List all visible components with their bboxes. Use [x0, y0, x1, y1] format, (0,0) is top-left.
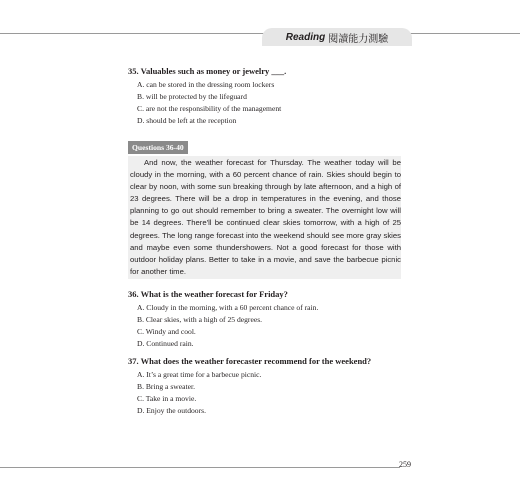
footer-rule [0, 467, 400, 468]
question-37-option-d: D. Enjoy the outdoors. [137, 405, 206, 415]
question-36-option-b: B. Clear skies, with a high of 25 degrees. [137, 314, 263, 324]
question-36-text: 36. What is the weather forecast for Friday? [128, 288, 288, 299]
reading-passage: And now, the weather forecast for Thursday. The weather today will be cloudy in the morning, with a 60 percent chance of rain. Skies should begin to clear by noon, with some sun breaking through by late afternoon, and a high of 23 degrees. There will be a drop in temperatures in the evening, and those planning to go out should remember to bring a sweater. The overnight low will be 14 degrees. There'll be continued clear skies tomorrow, with a high of 25 degrees. The long range forecast into the weekend should see more gray skies and maybe even some thundershowers. Not a good forecast for those with outdoor holiday plans. Better to take in a movie, and save the barbecue picnic for another time. [128, 156, 401, 279]
question-36 [128, 289, 401, 348]
question-35 [128, 66, 401, 125]
question-37-option-b: B. Bring a sweater. [137, 381, 195, 391]
question-37-text: 37. What does the weather forecaster recommend for the weekend? [128, 355, 372, 366]
page-number: 259 [399, 460, 411, 469]
section-badge: Questions 36-40 [128, 141, 188, 154]
question-35-option-b: B. will be protected by the lifeguard [137, 92, 247, 101]
header-title-zh: 閱讀能力測驗 [328, 33, 389, 45]
page-content [128, 66, 401, 418]
question-36-option-a: A. Cloudy in the morning, with a 60 percent chance of rain. [137, 302, 319, 312]
question-37-option-c: C. Take in a movie. [137, 393, 197, 403]
header-title-en: Reading [285, 31, 326, 43]
question-35-option-a: A. can be stored in the dressing room lockers [137, 80, 275, 89]
question-36-option-d: D. Continued rain. [137, 338, 194, 348]
running-header [262, 28, 412, 46]
question-35-text: 35. Valuables such as money or jewelry ___. [128, 66, 287, 76]
question-35-option-c: C. are not the responsibility of the management [137, 104, 282, 113]
header-rule [0, 33, 520, 52]
question-35-option-d: D. should be left at the reception [137, 116, 237, 125]
question-37 [128, 356, 401, 415]
question-37-option-a: A. It’s a great time for a barbecue picnic. [137, 369, 262, 379]
question-36-option-c: C. Windy and cool. [137, 326, 196, 336]
